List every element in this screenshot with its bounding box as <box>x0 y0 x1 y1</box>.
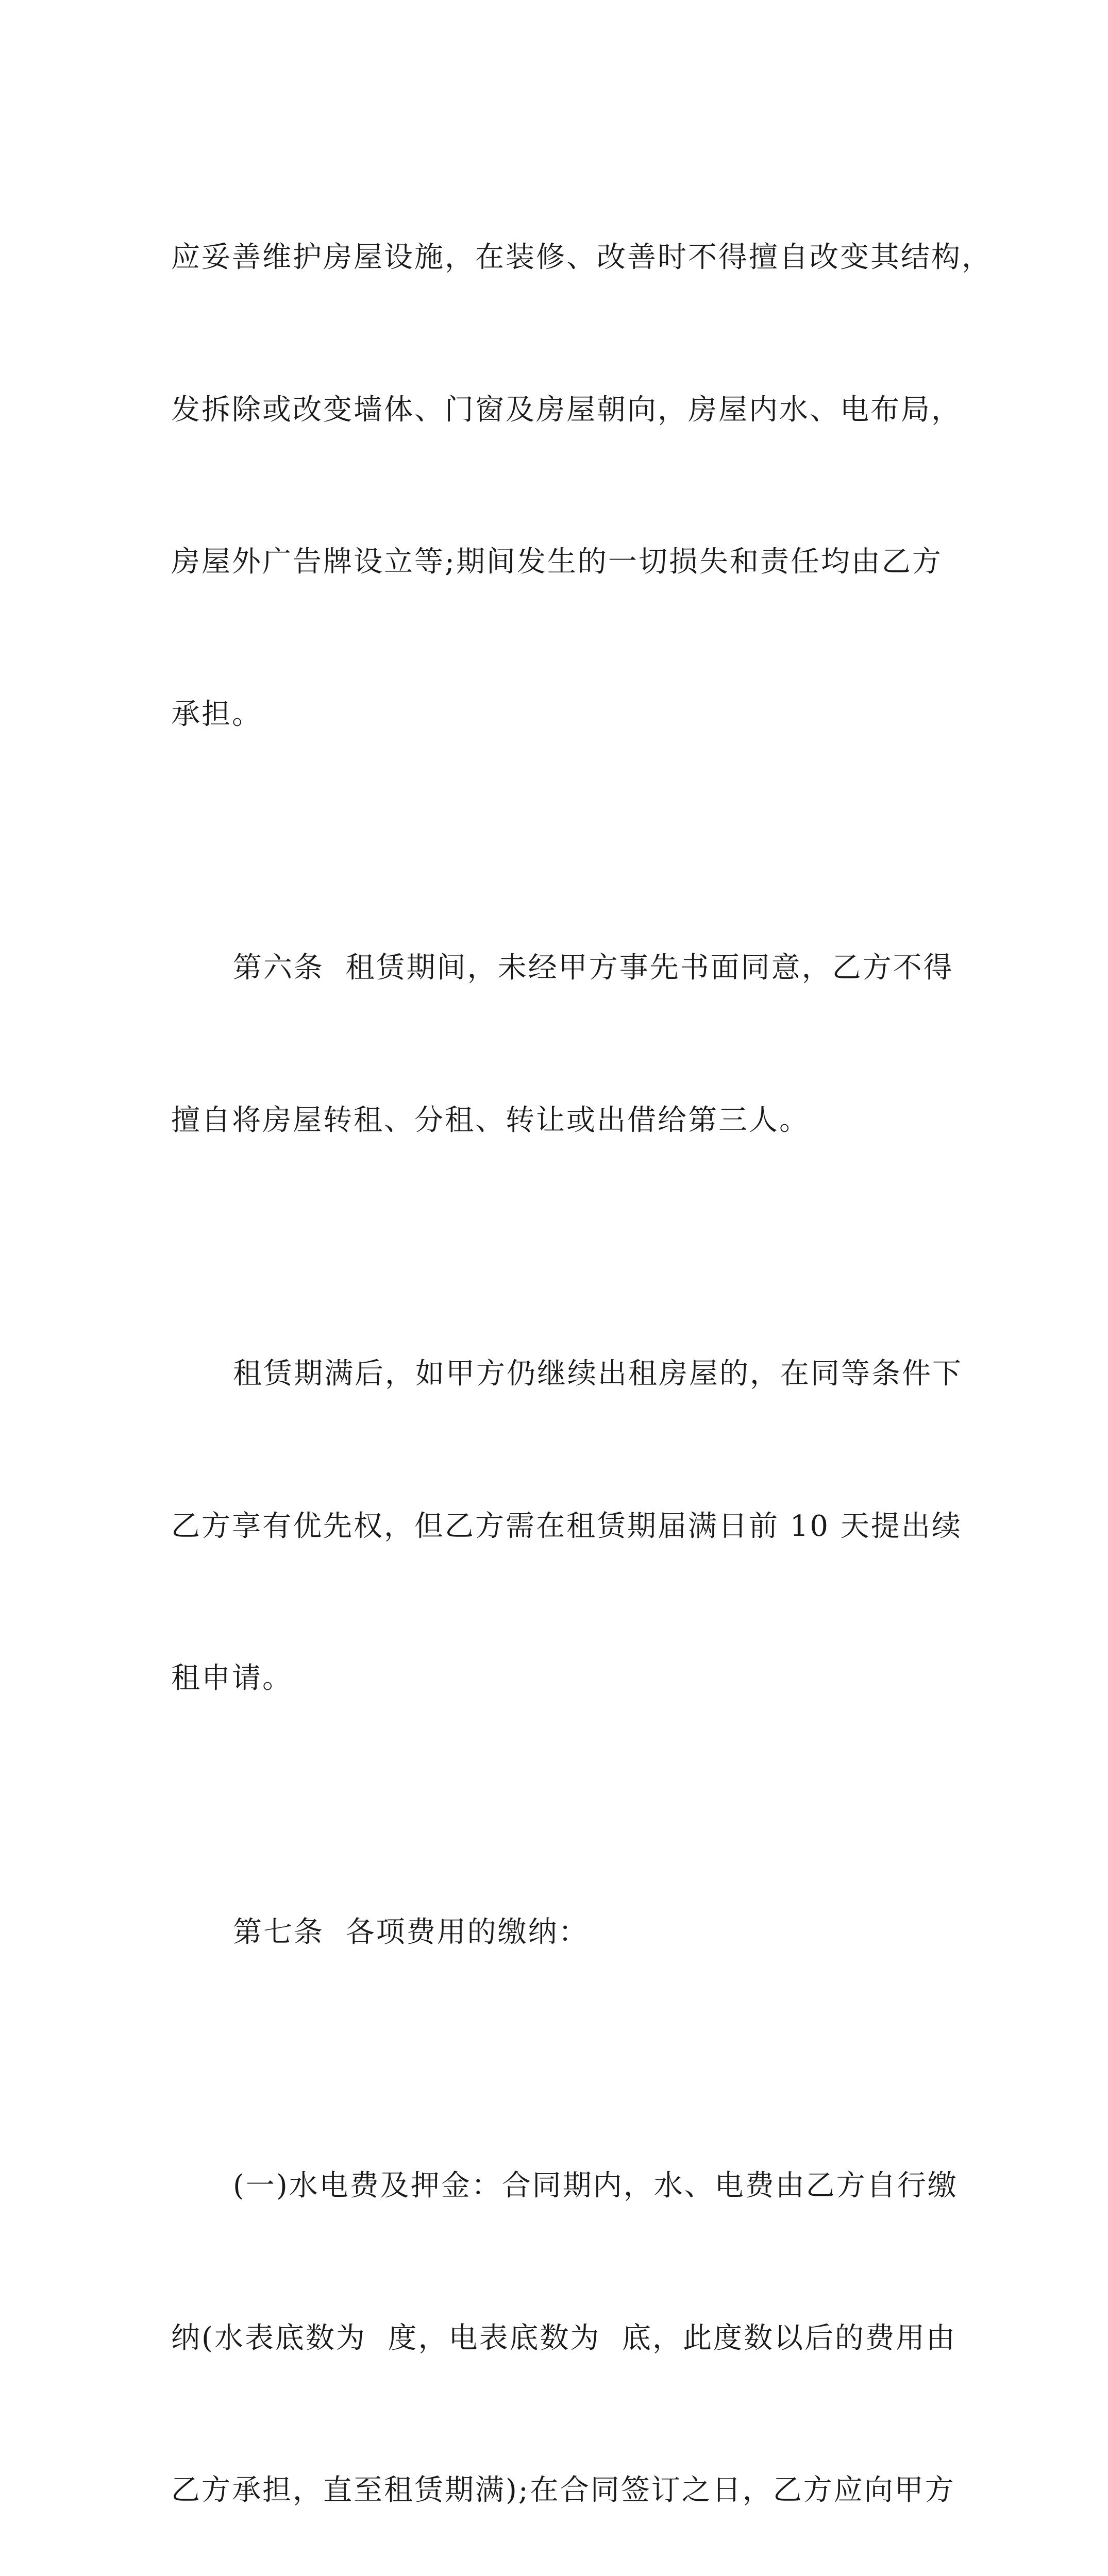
text-line: 房屋外广告牌设立等;期间发生的一切损失和责任均由乙方 <box>171 545 943 579</box>
text-line: 纳(水表底数为 度，电表底数为 底，此度数以后的费用由 <box>171 2321 957 2355</box>
text-line: 第七条 各项费用的缴纳： <box>233 1915 589 1949</box>
text-line: 乙方承担，直至租赁期满);在合同签订之日，乙方应向甲方 <box>171 2473 955 2507</box>
text-line: 承担。 <box>171 697 262 731</box>
paragraph-renewal-priority <box>171 1247 963 1806</box>
text-line: 擅自将房屋转租、分租、转让或出借给第三人。 <box>171 1103 810 1137</box>
text-line: 乙方享有优先权，但乙方需在租赁期届满日前 10 天提出续 <box>171 1509 962 1543</box>
text-line: (一)水电费及押金：合同期内，水、电费由乙方自行缴 <box>233 2169 958 2202</box>
text-line: 租申请。 <box>171 1662 293 1695</box>
text-line: 租赁期满后，如甲方仍继续出租房屋的，在同等条件下 <box>233 1357 963 1391</box>
text-line: 第六条 租赁期间，未经甲方事先书面同意，乙方不得 <box>233 951 954 985</box>
paragraph-utility-deposit <box>171 2059 958 2576</box>
paragraph-article-seven <box>171 1806 944 2060</box>
paragraph-article-six <box>171 841 954 1247</box>
text-line: 发拆除或改变墙体、门窗及房屋朝向，房屋内水、电布局， <box>171 393 962 427</box>
paragraph-maintenance-clause <box>171 131 992 841</box>
document-body <box>171 131 992 2576</box>
text-line: 应妥善维护房屋设施，在装修、改善时不得擅自改变其结构， <box>171 241 992 274</box>
